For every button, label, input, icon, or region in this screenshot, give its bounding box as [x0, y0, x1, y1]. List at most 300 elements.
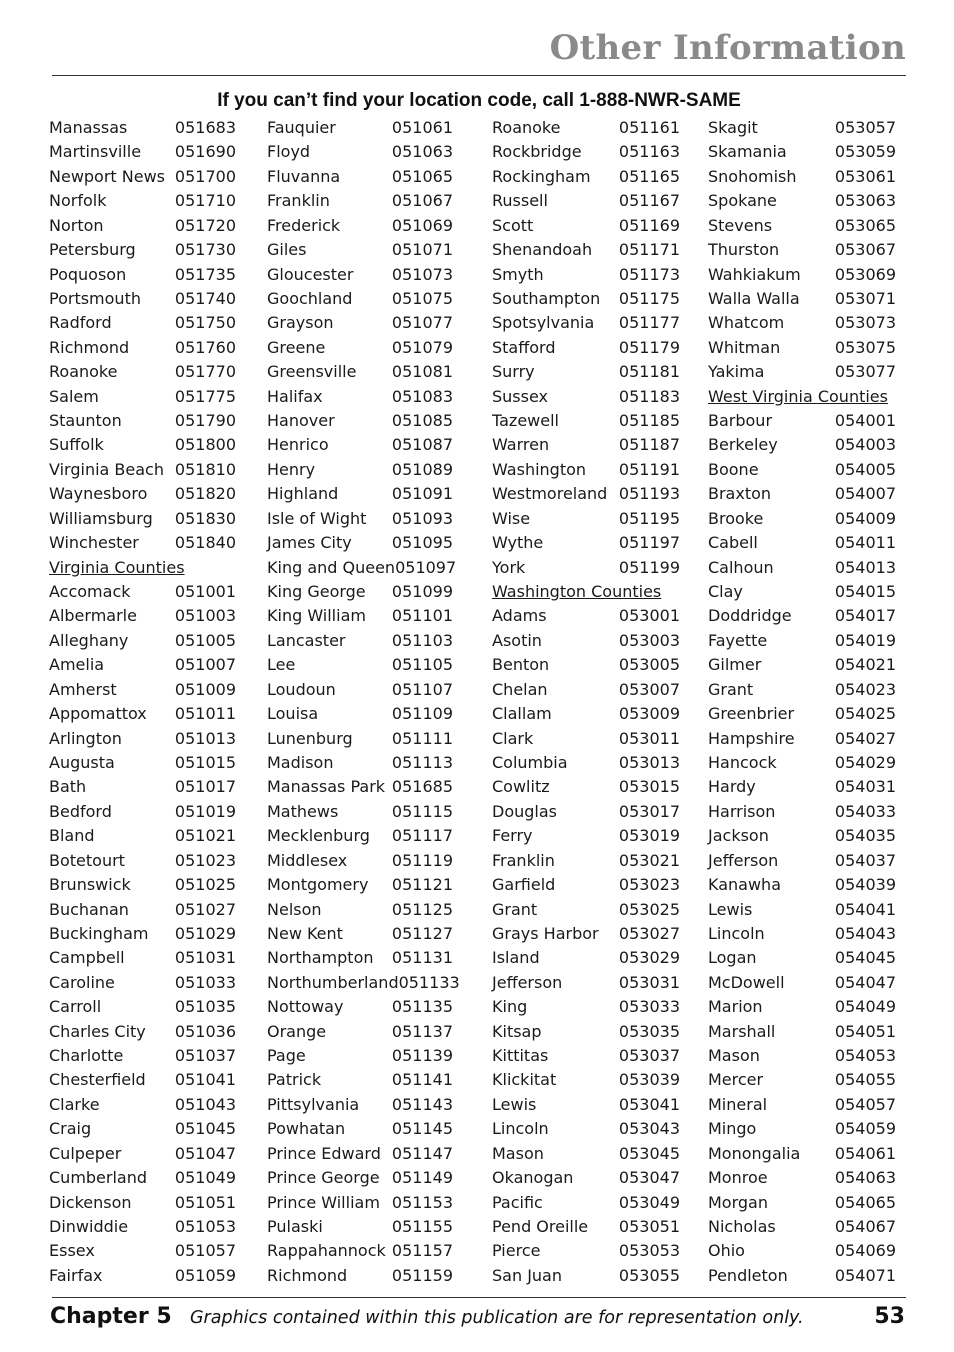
county-row: [49, 141, 236, 163]
county-code: 051131: [391, 948, 453, 968]
county-row: [708, 703, 896, 725]
county-name: Staunton: [49, 411, 122, 431]
county-row: [708, 679, 896, 701]
county-name: Jackson: [708, 826, 769, 846]
county-code: 051195: [618, 508, 680, 528]
county-row: [492, 947, 680, 969]
county-code: 054031: [834, 777, 896, 797]
county-name: Greensville: [267, 362, 357, 382]
county-code: 053029: [618, 948, 680, 968]
county-code: 053063: [834, 191, 896, 211]
county-name: Greenbrier: [708, 704, 795, 724]
county-name: Wythe: [492, 533, 544, 553]
county-row: [708, 532, 896, 554]
county-code: 053033: [618, 997, 680, 1017]
county-code: 054027: [834, 728, 896, 748]
county-code: 053047: [618, 1168, 680, 1188]
county-column-3: [492, 117, 680, 1287]
county-row: [708, 410, 896, 432]
county-row: [49, 1216, 236, 1238]
county-row: [492, 1118, 680, 1140]
county-row: [267, 508, 453, 530]
county-code: 053001: [618, 606, 680, 626]
county-name: Halifax: [267, 386, 323, 406]
section-heading: [49, 557, 236, 579]
county-code: 051181: [618, 362, 680, 382]
county-code: 051121: [391, 875, 453, 895]
county-code: 051073: [391, 264, 453, 284]
county-name: Mason: [708, 1046, 760, 1066]
county-row: [49, 679, 236, 701]
county-name: Goochland: [267, 288, 353, 308]
section-heading-label: Virginia Counties: [49, 557, 185, 577]
county-row: [49, 972, 236, 994]
county-name: Marion: [708, 997, 763, 1017]
county-name: Wahkiakum: [708, 264, 801, 284]
county-name: Prince William: [267, 1192, 380, 1212]
county-name: Bath: [49, 777, 87, 797]
county-code: 051157: [391, 1241, 453, 1261]
county-name: Brooke: [708, 508, 764, 528]
county-code: 053071: [834, 288, 896, 308]
location-code-note: If you can’t find your location code, call 1-888-NWR-SAME: [217, 90, 741, 111]
county-code: 051045: [174, 1119, 236, 1139]
county-code: 051683: [174, 118, 236, 137]
county-code: 051036: [174, 1021, 236, 1041]
county-code: 053007: [618, 679, 680, 699]
county-name: Jefferson: [708, 850, 779, 870]
county-row: [49, 215, 236, 237]
county-code: 051165: [618, 166, 680, 186]
county-code: 051043: [174, 1094, 236, 1114]
county-row: [492, 850, 680, 872]
county-code: 053021: [618, 850, 680, 870]
county-code: 051051: [174, 1192, 236, 1212]
county-row: [708, 459, 896, 481]
county-row: [49, 239, 236, 261]
county-code: 053061: [834, 166, 896, 186]
county-row: [708, 972, 896, 994]
county-code: 054033: [834, 801, 896, 821]
county-name: Nicholas: [708, 1216, 776, 1236]
county-row: [267, 532, 453, 554]
county-name: Yakima: [708, 362, 765, 382]
county-name: Williamsburg: [49, 508, 153, 528]
county-code: 051153: [391, 1192, 453, 1212]
county-name: Ferry: [492, 826, 533, 846]
county-row: [708, 630, 896, 652]
county-row: [267, 312, 453, 334]
county-row: [49, 801, 236, 823]
county-row: [267, 605, 453, 627]
county-code: 051095: [391, 533, 453, 553]
county-code: 053031: [618, 972, 680, 992]
county-code: 053027: [618, 923, 680, 943]
county-code: 051685: [391, 777, 453, 797]
county-name: Hampshire: [708, 728, 795, 748]
county-code: 051099: [391, 582, 453, 602]
county-row: [492, 1094, 680, 1116]
county-name: Mecklenburg: [267, 826, 370, 846]
county-row: [267, 1118, 453, 1140]
county-name: Bedford: [49, 801, 112, 821]
county-name: Scott: [492, 215, 534, 235]
county-code: 051049: [174, 1168, 236, 1188]
county-row: [49, 459, 236, 481]
county-code: 053073: [834, 313, 896, 333]
county-name: Grayson: [267, 313, 334, 333]
county-row: [49, 654, 236, 676]
county-code: 051057: [174, 1241, 236, 1261]
county-row: [492, 288, 680, 310]
county-name: Buchanan: [49, 899, 129, 919]
county-code: 051085: [391, 411, 453, 431]
county-name: Prince George: [267, 1168, 380, 1188]
county-code: 051029: [174, 923, 236, 943]
county-code: 054057: [834, 1094, 896, 1114]
county-code: 051830: [174, 508, 236, 528]
county-row: [49, 483, 236, 505]
county-code: 051089: [391, 459, 453, 479]
county-name: Kitsap: [492, 1021, 542, 1041]
county-row: [267, 215, 453, 237]
county-code: 051107: [391, 679, 453, 699]
county-row: [708, 752, 896, 774]
county-name: Clay: [708, 582, 743, 602]
county-code: 054023: [834, 679, 896, 699]
county-name: Orange: [267, 1021, 327, 1041]
county-row: [708, 1094, 896, 1116]
county-code: 054065: [834, 1192, 896, 1212]
county-row: [267, 434, 453, 456]
county-name: Dickenson: [49, 1192, 132, 1212]
county-row: [708, 728, 896, 750]
county-code: 053005: [618, 655, 680, 675]
county-code: 054051: [834, 1021, 896, 1041]
county-row: [708, 312, 896, 334]
county-name: Arlington: [49, 728, 122, 748]
county-name: Island: [492, 948, 540, 968]
county-name: Grant: [492, 899, 538, 919]
county-row: [492, 801, 680, 823]
county-name: Manassas: [49, 118, 128, 137]
county-name: Prince Edward: [267, 1143, 381, 1163]
county-row: [49, 532, 236, 554]
county-name: Norton: [49, 215, 104, 235]
county-row: [49, 410, 236, 432]
county-row: [492, 1265, 680, 1287]
county-name: Norfolk: [49, 191, 107, 211]
county-row: [267, 874, 453, 896]
county-code: 051019: [174, 801, 236, 821]
county-name: Pittsylvania: [267, 1094, 360, 1114]
county-row: [492, 776, 680, 798]
county-row: [492, 1021, 680, 1043]
county-code: 054005: [834, 459, 896, 479]
county-row: [49, 386, 236, 408]
county-row: [49, 752, 236, 774]
county-name: Montgomery: [267, 875, 369, 895]
county-row: [492, 264, 680, 286]
county-code: 051067: [391, 191, 453, 211]
county-name: Portsmouth: [49, 288, 141, 308]
county-row: [49, 166, 236, 188]
county-row: [708, 288, 896, 310]
county-code: 051101: [391, 606, 453, 626]
county-code: 053017: [618, 801, 680, 821]
county-code: 051025: [174, 875, 236, 895]
county-name: Roanoke: [49, 362, 118, 382]
county-code: 051041: [174, 1070, 236, 1090]
county-name: Greene: [267, 337, 326, 357]
county-name: Northumberland: [267, 972, 399, 992]
county-name: Henry: [267, 459, 316, 479]
county-code: 051061: [391, 118, 453, 137]
county-name: Kittitas: [492, 1046, 549, 1066]
county-row: [492, 190, 680, 212]
county-name: Logan: [708, 948, 757, 968]
county-code: 051740: [174, 288, 236, 308]
county-row: [492, 752, 680, 774]
county-code: 051033: [174, 972, 236, 992]
county-name: Middlesex: [267, 850, 348, 870]
county-name: Southampton: [492, 288, 601, 308]
county-name: King William: [267, 606, 366, 626]
county-code: 051177: [618, 313, 680, 333]
county-name: Lewis: [492, 1094, 537, 1114]
county-name: Cabell: [708, 533, 758, 553]
county-name: Pend Oreille: [492, 1216, 589, 1236]
county-row: [708, 581, 896, 603]
county-row: [708, 190, 896, 212]
county-row: [267, 1240, 453, 1262]
county-row: [49, 996, 236, 1018]
county-code: 054021: [834, 655, 896, 675]
county-name: Madison: [267, 752, 334, 772]
county-code: 051710: [174, 191, 236, 211]
county-name: Henrico: [267, 435, 329, 455]
county-code: 051167: [618, 191, 680, 211]
county-code: 054035: [834, 826, 896, 846]
county-row: [492, 459, 680, 481]
county-code: 051169: [618, 215, 680, 235]
county-row: [708, 850, 896, 872]
county-row: [49, 264, 236, 286]
county-code: 053015: [618, 777, 680, 797]
county-code: 051155: [391, 1216, 453, 1236]
county-name: Garfield: [492, 875, 556, 895]
county-row: [492, 141, 680, 163]
county-row: [49, 288, 236, 310]
county-code: 053003: [618, 630, 680, 650]
county-row: [49, 923, 236, 945]
county-name: Columbia: [492, 752, 568, 772]
county-code: 054053: [834, 1046, 896, 1066]
county-name: Charles City: [49, 1021, 146, 1041]
county-name: Floyd: [267, 142, 311, 162]
county-row: [267, 801, 453, 823]
county-code: 051035: [174, 997, 236, 1017]
county-row: [708, 1192, 896, 1214]
county-code: 051147: [391, 1143, 453, 1163]
county-name: Culpeper: [49, 1143, 122, 1163]
county-row: [492, 605, 680, 627]
county-code: 051119: [391, 850, 453, 870]
county-code: 051065: [391, 166, 453, 186]
page-number: 53: [874, 1304, 905, 1329]
county-row: [492, 312, 680, 334]
county-row: [708, 874, 896, 896]
county-row: [267, 1192, 453, 1214]
county-row: [267, 141, 453, 163]
county-row: [49, 850, 236, 872]
county-name: New Kent: [267, 923, 343, 943]
county-name: Botetourt: [49, 850, 125, 870]
county-name: Benton: [492, 655, 550, 675]
county-row: [267, 1021, 453, 1043]
county-name: Surry: [492, 362, 535, 382]
county-name: Pacific: [492, 1192, 543, 1212]
county-name: Petersburg: [49, 240, 136, 260]
county-code: 054003: [834, 435, 896, 455]
county-name: Stevens: [708, 215, 773, 235]
county-name: Nelson: [267, 899, 322, 919]
county-name: Hanover: [267, 411, 335, 431]
county-row: [708, 1143, 896, 1165]
county-name: Okanogan: [492, 1168, 574, 1188]
county-name: Augusta: [49, 752, 115, 772]
county-name: Marshall: [708, 1021, 776, 1041]
county-name: Hancock: [708, 752, 777, 772]
county-code: 051021: [174, 826, 236, 846]
county-name: Highland: [267, 484, 339, 504]
section-heading: [708, 386, 896, 408]
county-name: Hardy: [708, 777, 756, 797]
county-code: 051183: [618, 386, 680, 406]
county-name: San Juan: [492, 1265, 562, 1285]
county-row: [708, 654, 896, 676]
county-code: 051103: [391, 630, 453, 650]
county-name: Fayette: [708, 630, 768, 650]
county-name: Cumberland: [49, 1168, 148, 1188]
county-name: Fluvanna: [267, 166, 341, 186]
county-row: [492, 825, 680, 847]
county-row: [708, 1216, 896, 1238]
county-row: [708, 825, 896, 847]
county-name: Mineral: [708, 1094, 768, 1114]
county-row: [267, 776, 453, 798]
county-code: 051143: [391, 1094, 453, 1114]
county-row: [267, 166, 453, 188]
county-row: [708, 166, 896, 188]
county-row: [492, 679, 680, 701]
county-row: [708, 1240, 896, 1262]
county-row: [708, 508, 896, 530]
county-row: [708, 947, 896, 969]
county-code: 051760: [174, 337, 236, 357]
county-code: 051011: [174, 704, 236, 724]
county-code: 054025: [834, 704, 896, 724]
county-code: 051009: [174, 679, 236, 699]
county-row: [492, 215, 680, 237]
county-code: 051125: [391, 899, 453, 919]
county-name: Pierce: [492, 1241, 541, 1261]
county-name: Douglas: [492, 801, 557, 821]
county-name: Essex: [49, 1241, 95, 1261]
county-name: Cowlitz: [492, 777, 550, 797]
county-row: [492, 483, 680, 505]
county-name: Doddridge: [708, 606, 792, 626]
county-name: Franklin: [492, 850, 555, 870]
county-code: 051840: [174, 533, 236, 553]
county-row: [492, 1240, 680, 1262]
county-code: 051113: [391, 752, 453, 772]
county-name: Powhatan: [267, 1119, 346, 1139]
county-row: [49, 508, 236, 530]
county-code: 051161: [618, 118, 680, 137]
chapter-label: Chapter 5: [50, 1304, 172, 1329]
county-code: 051187: [618, 435, 680, 455]
county-code: 051191: [618, 459, 680, 479]
county-name: Clark: [492, 728, 534, 748]
county-code: 054009: [834, 508, 896, 528]
county-code: 051770: [174, 362, 236, 382]
county-name: Loudoun: [267, 679, 336, 699]
county-code: 054055: [834, 1070, 896, 1090]
county-row: [267, 899, 453, 921]
county-row: [49, 874, 236, 896]
county-name: Stafford: [492, 337, 556, 357]
county-row: [708, 801, 896, 823]
section-heading: [492, 581, 680, 603]
county-row: [492, 557, 680, 579]
county-code: 053077: [834, 362, 896, 382]
county-row: [267, 923, 453, 945]
county-name: Manassas Park: [267, 777, 386, 797]
county-name: King: [492, 997, 528, 1017]
county-code: 051047: [174, 1143, 236, 1163]
county-name: Berkeley: [708, 435, 778, 455]
county-column-1: [49, 117, 236, 1287]
county-name: James City: [267, 533, 352, 553]
county-name: Dinwiddie: [49, 1216, 129, 1236]
county-code: 053043: [618, 1119, 680, 1139]
county-code: 054029: [834, 752, 896, 772]
county-code: 054059: [834, 1119, 896, 1139]
county-row: [49, 1045, 236, 1067]
county-name: Gloucester: [267, 264, 354, 284]
county-code: 054017: [834, 606, 896, 626]
county-code: 054045: [834, 948, 896, 968]
county-code: 053009: [618, 704, 680, 724]
county-row: [492, 1143, 680, 1165]
county-name: Mercer: [708, 1070, 764, 1090]
county-name: Accomack: [49, 582, 131, 602]
county-code: 054015: [834, 582, 896, 602]
county-row: [267, 1167, 453, 1189]
county-name: Thurston: [708, 240, 780, 260]
county-row: [492, 654, 680, 676]
county-row: [49, 581, 236, 603]
county-code: 053037: [618, 1046, 680, 1066]
county-row: [492, 874, 680, 896]
county-row: [267, 288, 453, 310]
county-name: Rockbridge: [492, 142, 582, 162]
county-name: Lunenburg: [267, 728, 353, 748]
county-name: Fauquier: [267, 118, 336, 137]
county-row: [49, 337, 236, 359]
county-code: 051820: [174, 484, 236, 504]
